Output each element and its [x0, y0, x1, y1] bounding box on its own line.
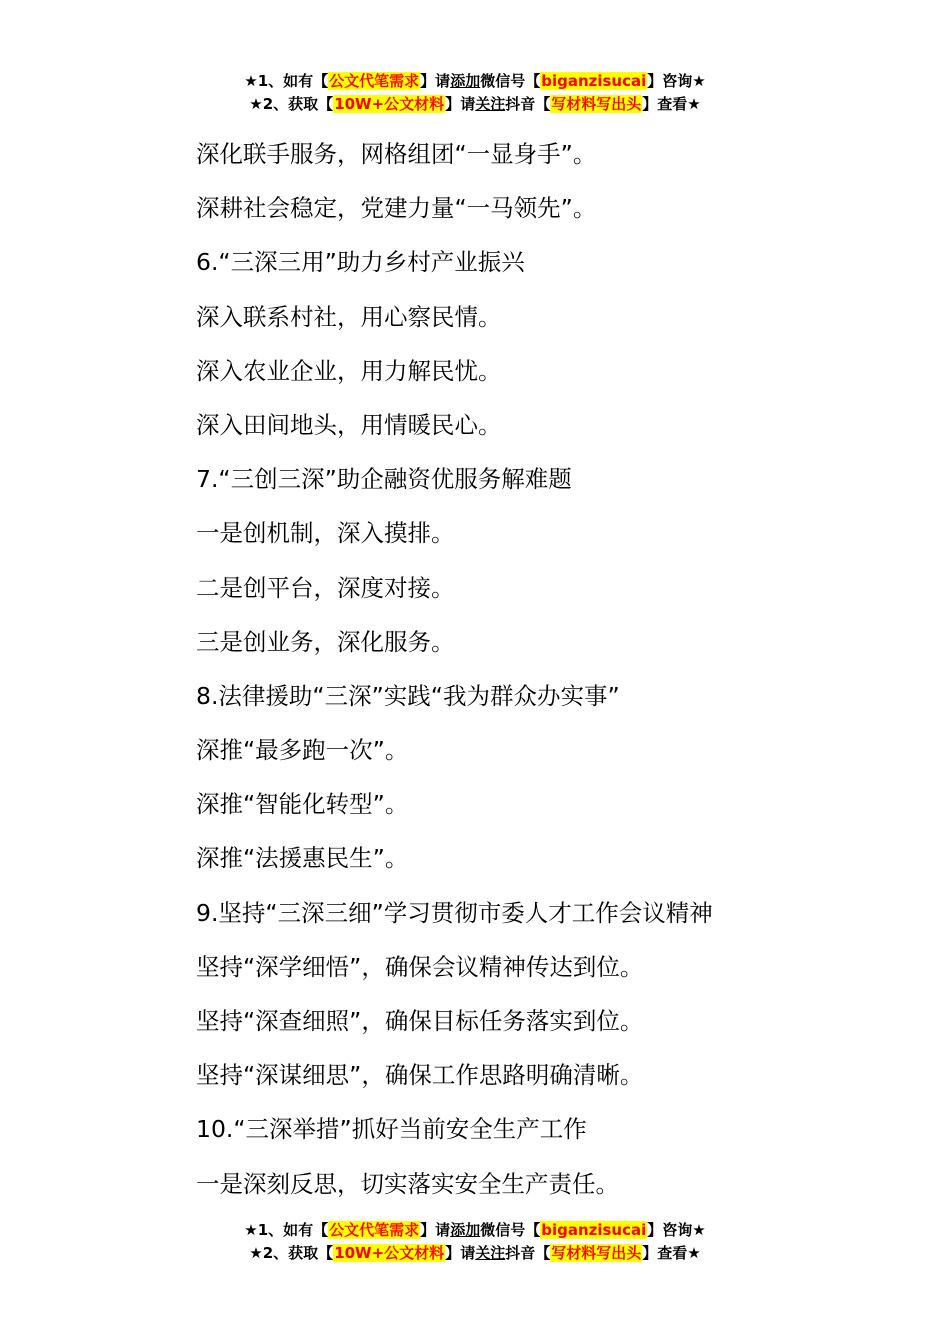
banner-text: 】咨询★ [647, 1221, 706, 1239]
banner-text: ★1、如有【 [244, 1221, 329, 1239]
banner-text: 】请 [420, 72, 451, 90]
document-body [196, 127, 896, 1211]
highlight-text: 公文代笔需求 [329, 1221, 420, 1239]
highlight-text: 10W+公文材料 [334, 95, 445, 113]
banner-text: 】请 [445, 1244, 476, 1262]
banner-line-2 [0, 93, 950, 116]
section-heading: 9.坚持“三深三细”学习贯彻市委人才工作会议精神 [196, 898, 713, 927]
banner-text: 】查看★ [642, 1244, 701, 1262]
banner-text: 微信号【 [480, 1221, 541, 1239]
banner-text: 微信号【 [480, 72, 541, 90]
section-heading: 6.“三深三用”助力乡村产业振兴 [196, 248, 525, 277]
paragraph: 深耕社会稳定，党建力量“一马领先”。 [196, 194, 597, 223]
banner-text: 】请 [445, 95, 476, 113]
highlight-text: 写材料写出头 [551, 1244, 642, 1262]
section-heading: 8.法律援助“三深”实践“我为群众办实事” [196, 681, 620, 710]
paragraph: 二是创平台，深度对接。 [196, 573, 455, 602]
banner-text: ★2、获取【 [249, 1244, 334, 1262]
highlight-text: 公文代笔需求 [329, 72, 420, 90]
highlight-text: 写材料写出头 [551, 95, 642, 113]
paragraph: 坚持“深学细悟”，确保会议精神传达到位。 [196, 952, 644, 981]
underlined-text: 关注 [475, 1244, 506, 1262]
paragraph: 一是创机制，深入摸排。 [196, 519, 455, 548]
paragraph: 深入田间地头，用情暖民心。 [196, 410, 502, 439]
paragraph: 深推“智能化转型”。 [196, 790, 409, 819]
banner-text: ★1、如有【 [244, 72, 329, 90]
underlined-text: 添加 [450, 1221, 481, 1239]
banner-line-2 [0, 1242, 950, 1265]
section-heading: 10.“三深举措”抓好当前安全生产工作 [196, 1115, 587, 1144]
banner-line-1 [0, 1219, 950, 1242]
paragraph: 一是深刻反思，切实落实安全生产责任。 [196, 1169, 619, 1198]
highlight-text: biganzisucai [541, 1221, 647, 1239]
banner-line-1 [0, 70, 950, 93]
banner-text: 抖音【 [505, 1244, 551, 1262]
footer-banner [0, 1219, 950, 1265]
paragraph: 三是创业务，深化服务。 [196, 627, 455, 656]
header-banner [0, 70, 950, 116]
banner-text: 抖音【 [505, 95, 551, 113]
highlight-text: biganzisucai [541, 72, 647, 90]
paragraph: 深化联手服务，网格组团“一显身手”。 [196, 140, 597, 168]
banner-text: 】查看★ [642, 95, 701, 113]
underlined-text: 关注 [475, 95, 506, 113]
paragraph: 坚持“深谋细思”，确保工作思路明确清晰。 [196, 1061, 644, 1090]
paragraph: 深入农业企业，用力解民忧。 [196, 356, 502, 385]
banner-text: ★2、获取【 [249, 95, 334, 113]
paragraph: 深推“最多跑一次”。 [196, 736, 409, 765]
highlight-text: 10W+公文材料 [334, 1244, 445, 1262]
paragraph: 深推“法援惠民生”。 [196, 844, 409, 873]
banner-text: 】请 [420, 1221, 451, 1239]
banner-text: 】咨询★ [647, 72, 706, 90]
underlined-text: 添加 [450, 72, 481, 90]
paragraph: 深入联系村社，用心察民情。 [196, 302, 502, 331]
paragraph: 坚持“深查细照”，确保目标任务落实到位。 [196, 1007, 644, 1035]
section-heading: 7.“三创三深”助企融资优服务解难题 [196, 465, 572, 494]
